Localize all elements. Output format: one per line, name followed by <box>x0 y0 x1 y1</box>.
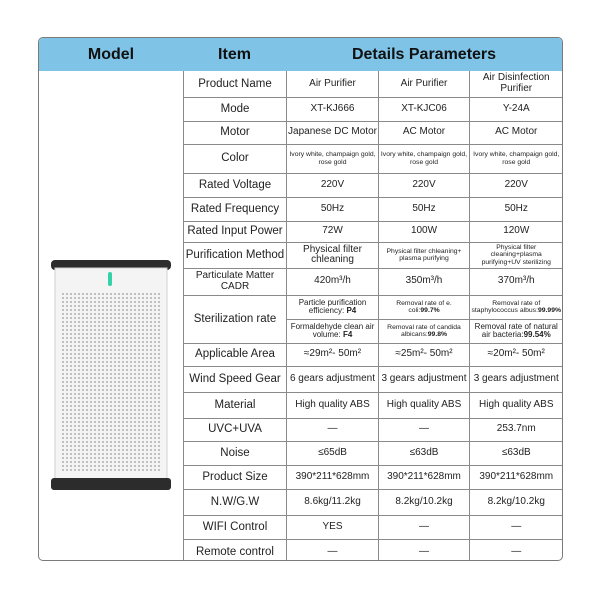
table-row <box>184 121 563 144</box>
value-cell: Air Purifier <box>287 71 379 97</box>
value-cell <box>379 295 470 319</box>
value-cell: 390*211*628mm <box>379 465 470 489</box>
value-cell: Ivory white, champaign gold, rose gold <box>287 144 379 173</box>
value-cell: ≈25m²- 50m² <box>379 343 470 366</box>
row-label: Product Size <box>184 465 287 489</box>
value-cell: XT-KJC06 <box>379 97 470 121</box>
row-label: Remote control <box>184 539 287 561</box>
value-cell: Y-24A <box>470 97 563 121</box>
value-cell: 3 gears adjustment <box>470 366 563 392</box>
value-cell: 50Hz <box>470 197 563 221</box>
value-cell: 72W <box>287 221 379 242</box>
table-row <box>184 221 563 242</box>
table-row <box>184 173 563 197</box>
value-cell: 120W <box>470 221 563 242</box>
value-cell: 390*211*628mm <box>287 465 379 489</box>
value-cell: Air Disinfection Purifier <box>470 71 563 97</box>
table-row <box>184 489 563 515</box>
value-cell <box>470 319 563 343</box>
row-label-sterilization: Sterilization rate <box>184 295 287 343</box>
header-item: Item <box>183 38 286 71</box>
value-cell: — <box>379 539 470 561</box>
value-cell <box>470 295 563 319</box>
value-cell: 8.2kg/10.2kg <box>379 489 470 515</box>
table-row <box>184 343 563 366</box>
value-cell <box>287 319 379 343</box>
sterilization-a3: Removal rate of staphylococcus albus: <box>471 299 541 314</box>
value-cell: — <box>287 539 379 561</box>
sterilization-b2: Removal rate of candida albicans: <box>387 323 461 338</box>
value-cell: ≈29m²- 50m² <box>287 343 379 366</box>
value-cell: — <box>470 515 563 539</box>
sterilization-b1-value: F4 <box>342 330 353 339</box>
row-label: N.W/G.W <box>184 489 287 515</box>
row-label: Color <box>184 144 287 173</box>
value-cell: Air Purifier <box>379 71 470 97</box>
row-label: Motor <box>184 121 287 144</box>
row-label: Noise <box>184 441 287 465</box>
model-image-column <box>39 71 183 560</box>
value-cell: 6 gears adjustment <box>287 366 379 392</box>
header-model: Model <box>39 38 183 71</box>
sterilization-a2: Removal rate of e. coli: <box>396 299 452 314</box>
table-row <box>184 441 563 465</box>
value-cell: High quality ABS <box>470 392 563 418</box>
sterilization-b3: Removal rate of natural air bacteria: <box>474 321 558 339</box>
value-cell: 390*211*628mm <box>470 465 563 489</box>
value-cell: — <box>470 539 563 561</box>
sterilization-b3-value: 99.54% <box>523 330 551 339</box>
value-cell: 350m³/h <box>379 268 470 295</box>
row-label: Product Name <box>184 71 287 97</box>
value-cell: ≤63dB <box>379 441 470 465</box>
value-cell: High quality ABS <box>379 392 470 418</box>
row-label: Particulate Matter CADR <box>184 268 287 295</box>
table-row <box>184 465 563 489</box>
value-cell <box>287 295 379 319</box>
spec-table <box>183 71 563 561</box>
value-cell: 220V <box>470 173 563 197</box>
value-cell: High quality ABS <box>287 392 379 418</box>
value-cell: 50Hz <box>379 197 470 221</box>
spec-card <box>38 37 563 561</box>
value-cell: Ivory white, champaign gold, rose gold <box>470 144 563 173</box>
table-row <box>184 539 563 561</box>
table-row <box>184 366 563 392</box>
table-row <box>184 144 563 173</box>
table-row <box>184 392 563 418</box>
row-label: Purification Method <box>184 242 287 268</box>
value-cell: 220V <box>379 173 470 197</box>
value-cell: 220V <box>287 173 379 197</box>
table-row <box>184 71 563 97</box>
sterilization-b1: Formaldehyde clean air volume: <box>290 321 375 339</box>
table-row <box>184 515 563 539</box>
value-cell: ≤65dB <box>287 441 379 465</box>
value-cell: 50Hz <box>287 197 379 221</box>
row-label: Rated Input Power <box>184 221 287 242</box>
value-cell: Physical filter chleaning+ plasma purifying <box>379 242 470 268</box>
value-cell: 3 gears adjustment <box>379 366 470 392</box>
value-cell: — <box>379 515 470 539</box>
table-row <box>184 268 563 295</box>
row-label: Rated Voltage <box>184 173 287 197</box>
sterilization-a1: Particle purification efficiency: <box>298 297 367 315</box>
value-cell: YES <box>287 515 379 539</box>
value-cell: ≈20m²- 50m² <box>470 343 563 366</box>
value-cell: 8.6kg/11.2kg <box>287 489 379 515</box>
value-cell: 370m³/h <box>470 268 563 295</box>
value-cell: 100W <box>379 221 470 242</box>
sterilization-a3-value: 99.99% <box>537 307 562 314</box>
value-cell: AC Motor <box>379 121 470 144</box>
sterilization-a2-value: 99.7% <box>420 307 440 314</box>
row-label: Applicable Area <box>184 343 287 366</box>
value-cell: 420m³/h <box>287 268 379 295</box>
row-label: Wind Speed Gear <box>184 366 287 392</box>
value-cell: ≤63dB <box>470 441 563 465</box>
row-label: Mode <box>184 97 287 121</box>
air-purifier-image <box>49 260 173 490</box>
value-cell: XT-KJ666 <box>287 97 379 121</box>
row-label: Rated Frequency <box>184 197 287 221</box>
value-cell: Physical filter chleaning <box>287 242 379 268</box>
value-cell: 253.7nm <box>470 418 563 441</box>
value-cell: Ivory white, champaign gold, rose gold <box>379 144 470 173</box>
header-details-parameters: Details Parameters <box>286 38 562 71</box>
value-cell: 8.2kg/10.2kg <box>470 489 563 515</box>
table-row <box>184 295 563 319</box>
table-row <box>184 242 563 268</box>
row-label: Material <box>184 392 287 418</box>
table-row <box>184 418 563 441</box>
sterilization-b2-value: 99.8% <box>427 331 448 338</box>
value-cell: — <box>379 418 470 441</box>
value-cell: — <box>287 418 379 441</box>
value-cell: Physical filter cleaning+plasma purifying+UV sterilizing <box>470 242 563 268</box>
value-cell: Japanese DC Motor <box>287 121 379 144</box>
row-label: UVC+UVA <box>184 418 287 441</box>
sterilization-a1-value: P4 <box>346 306 357 315</box>
table-row <box>184 97 563 121</box>
value-cell <box>379 319 470 343</box>
value-cell: AC Motor <box>470 121 563 144</box>
row-label: WIFI Control <box>184 515 287 539</box>
table-row <box>184 197 563 221</box>
